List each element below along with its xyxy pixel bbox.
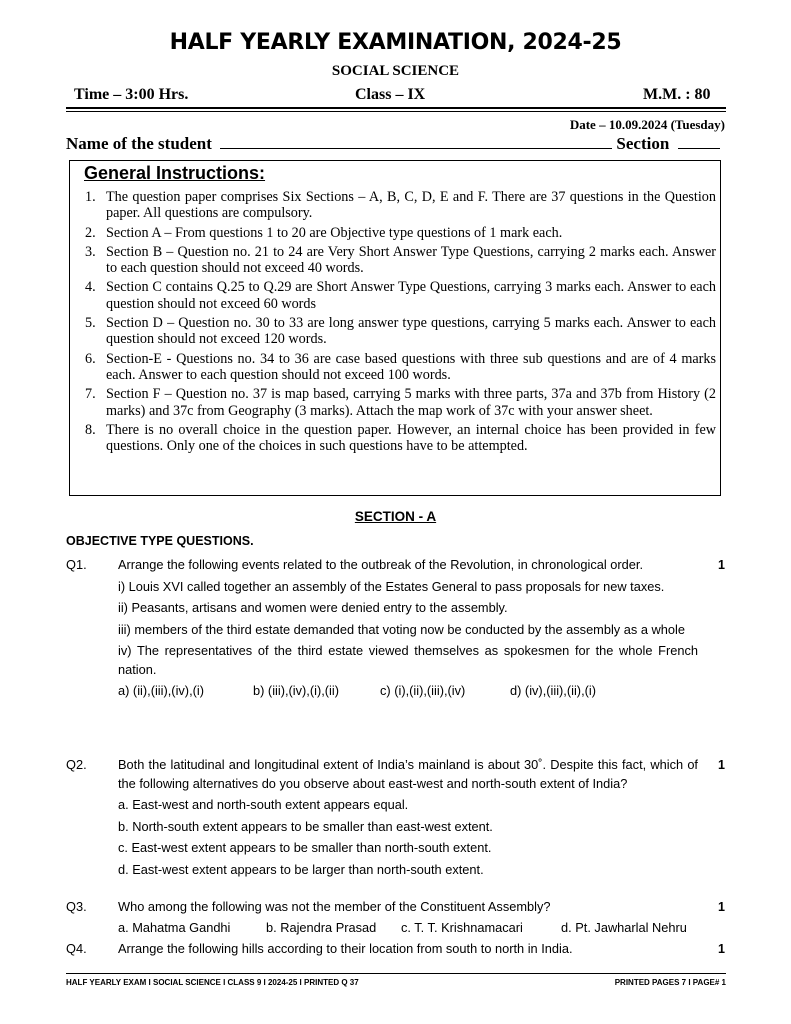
- question-mark: 1: [718, 942, 725, 956]
- exam-date: Date – 10.09.2024 (Tuesday): [569, 117, 725, 132]
- footer-right: PRINTED PAGES 7 I PAGE# 1: [614, 978, 726, 987]
- option-b: b. North-south extent appears to be smaller than east-west extent.: [118, 818, 493, 834]
- option-c: c) (i),(ii),(iii),(iv): [380, 683, 466, 698]
- question-stem: Who among the following was not the member of the Constituent Assembly?: [118, 899, 551, 914]
- question-text-block: [118, 756, 698, 879]
- options-row: [118, 682, 698, 701]
- question-number: Q3.: [66, 899, 87, 914]
- general-instructions-title: General Instructions:: [84, 163, 266, 183]
- header-rule-bottom: [66, 111, 726, 112]
- question-text-block: [118, 940, 698, 959]
- question-number: Q2.: [66, 757, 87, 772]
- option-b: b) (iii),(iv),(i),(ii): [253, 683, 339, 698]
- question-number: Q4.: [66, 941, 87, 956]
- option-c: c. East-west extent appears to be smaller than north-south extent.: [118, 840, 492, 855]
- instruction-item: 2. Section A – From questions 1 to 20 are Objective type questions of 1 mark each.: [85, 224, 563, 241]
- student-name-row: [66, 134, 720, 154]
- section-a-heading: SECTION - A: [354, 509, 437, 524]
- footer-left: HALF YEARLY EXAM I SOCIAL SCIENCE I CLASS 9 I 2024-25 I PRINTED Q 37: [66, 978, 359, 987]
- option-a: a. East-west and north-south extent appears equal.: [118, 797, 409, 812]
- instruction-item: 8. There is no overall choice in the question paper. However, an internal choice has been provided in few questions. Only one of the choices in such questions have to be attempted.: [85, 421, 716, 455]
- question-mark: 1: [718, 758, 725, 772]
- student-name-label: Name of the student: [66, 134, 212, 153]
- class-label: Class – IX: [355, 86, 426, 103]
- question-text-block: [118, 556, 698, 701]
- list-item: ii) Peasants, artisans and women were denied entry to the assembly.: [118, 600, 508, 615]
- question-number: Q1.: [66, 557, 87, 572]
- option-c: c. T. T. Krishnamacari: [401, 919, 523, 935]
- question-stem: Arrange the following hills according to their location from south to north in India.: [118, 941, 573, 956]
- footer-rule: [66, 973, 726, 974]
- question-mark: 1: [718, 558, 725, 572]
- list-item: i) Louis XVI called together an assembly of the Estates General to pass proposals for new taxes.: [118, 578, 665, 594]
- max-marks-label: M.M. : 80: [643, 86, 711, 103]
- page-footer: [66, 978, 726, 987]
- option-d: d. Pt. Jawharlal Nehru: [561, 919, 687, 935]
- section-label: Section: [616, 134, 670, 153]
- objective-heading: OBJECTIVE TYPE QUESTIONS.: [66, 534, 254, 548]
- time-label: Time – 3:00 Hrs.: [74, 86, 189, 103]
- section-blank[interactable]: [678, 134, 720, 149]
- instruction-item: 1. The question paper comprises Six Sections – A, B, C, D, E and F. There are 37 questions in the Question paper. All questions are compulsory.: [85, 189, 716, 222]
- option-b: b. Rajendra Prasad: [266, 919, 377, 935]
- instruction-item: 3. Section B – Question no. 21 to 24 are Very Short Answer Type Questions, carrying 2 marks each. Answer to each question should not exceed 40 words.: [85, 243, 716, 277]
- instruction-item: 5. Section D – Question no. 30 to 33 are long answer type questions, carrying 5 marks each. Answer to each question should not exceed 120 words.: [85, 315, 716, 348]
- instructions-list: [80, 189, 716, 457]
- option-d: d) (iv),(iii),(ii),(i): [510, 683, 596, 698]
- options-row: [118, 919, 698, 938]
- list-item: iii) members of the third estate demanded that voting now be conducted by the assembly as a whole: [118, 621, 685, 637]
- question-text-block: [118, 898, 698, 937]
- question-mark: 1: [718, 900, 725, 914]
- header-rule-top: [66, 107, 726, 109]
- option-a: a. Mahatma Gandhi: [118, 919, 231, 935]
- instruction-item: 7. Section F – Question no. 37 is map based, carrying 5 marks with three parts, 37a and 37b from History (2 marks) and 37c from Geography (3 marks). Attach the map work of 37c with your answer sheet.: [85, 386, 716, 419]
- instruction-item: 4. Section C contains Q.25 to Q.29 are Short Answer Type Questions, carrying 3 marks each. Answer to each question should not exceed 60 words: [85, 279, 716, 312]
- instruction-item: 6. Section-E - Questions no. 34 to 36 are case based questions with three sub questions and are of 4 marks each. Answer to each question should not exceed 100 words.: [85, 350, 716, 383]
- student-name-blank[interactable]: [220, 134, 612, 149]
- option-a: a) (ii),(iii),(iv),(i): [118, 683, 204, 698]
- question-stem: Arrange the following events related to the outbreak of the Revolution, in chronological order.: [118, 557, 643, 572]
- option-d: d. East-west extent appears to be larger than north-south extent.: [118, 861, 484, 877]
- subject-title: SOCIAL SCIENCE: [331, 63, 460, 79]
- exam-title: HALF YEARLY EXAMINATION, 2024-25: [169, 30, 622, 55]
- list-item: iv) The representatives of the third estate viewed themselves as spokesmen for the whole French nation.: [118, 643, 698, 677]
- question-stem: Both the latitudinal and longitudinal extent of India’s mainland is about 30˚. Despite this fact, which of the following alternatives do you observe about east-west and north-south extent of India?: [118, 757, 698, 791]
